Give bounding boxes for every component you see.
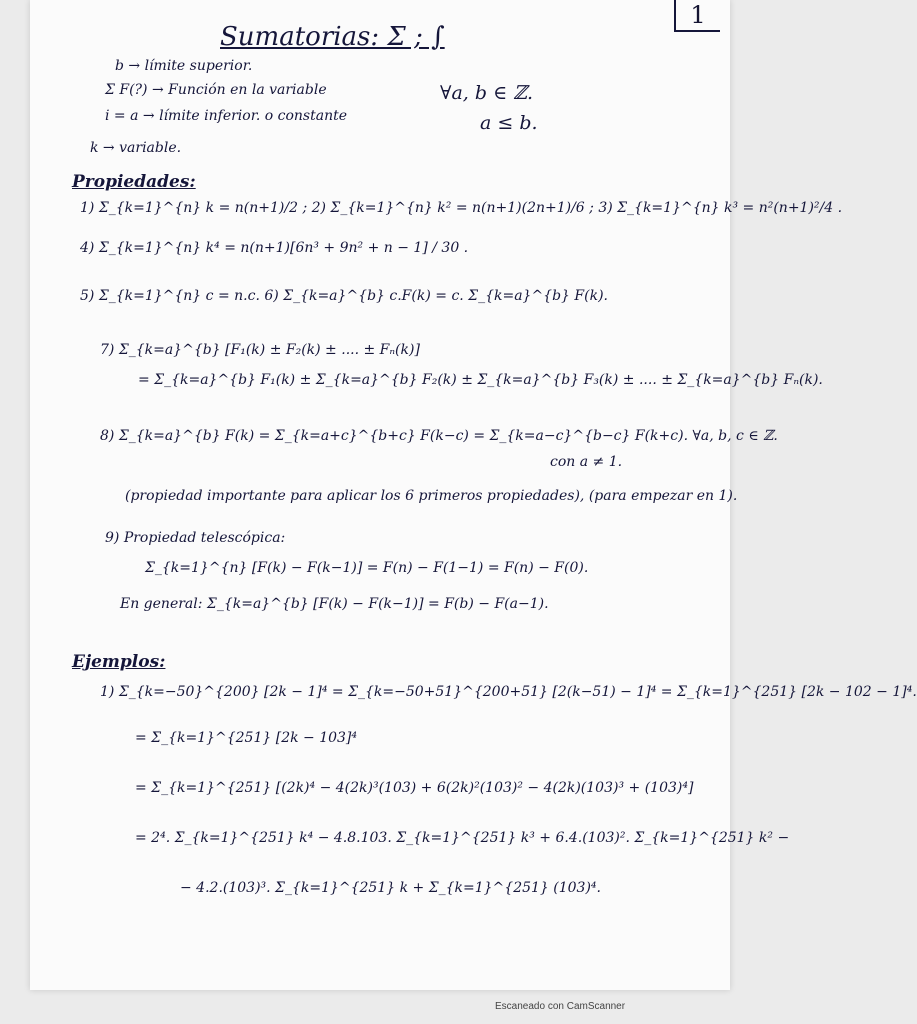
scanner-watermark: Escaneado con CamScanner bbox=[495, 1001, 626, 1012]
definition-sum: Σ F(?) → Función en la variable bbox=[105, 82, 327, 98]
property-note: (propiedad importante para aplicar los 6 primeros propiedades), (para empezar en 1). bbox=[125, 488, 738, 504]
property-7-expansion: = Σ_{k=a}^{b} F₁(k) ± Σ_{k=a}^{b} F₂(k) ± Σ_{k=a}^{b} F₃(k) ± .... ± Σ_{k=a}^{b} Fₙ(k). bbox=[138, 372, 823, 388]
property-7: 7) Σ_{k=a}^{b} [F₁(k) ± F₂(k) ± .... ± Fₙ(k)] bbox=[100, 342, 420, 358]
property-9-heading: 9) Propiedad telescópica: bbox=[105, 530, 286, 546]
page-title: Sumatorias: Σ ; ∫ bbox=[220, 22, 445, 52]
scanned-page bbox=[30, 0, 917, 990]
example-1-line-2: = Σ_{k=1}^{251} [2k − 103]⁴ bbox=[135, 730, 358, 746]
definition-quantifier: ∀a, b ∈ ℤ. bbox=[440, 82, 534, 104]
definition-lower-limit: i = a → límite inferior. o constante bbox=[105, 108, 348, 124]
definition-variable: k → variable. bbox=[90, 140, 182, 156]
page-number: 1 bbox=[674, 0, 720, 32]
definition-upper-limit: b → límite superior. bbox=[115, 58, 253, 74]
property-9-general: En general: Σ_{k=a}^{b} [F(k) − F(k−1)] = F(b) − F(a−1). bbox=[120, 596, 549, 612]
example-1-line-4: = 2⁴. Σ_{k=1}^{251} k⁴ − 4.8.103. Σ_{k=1}^{251} k³ + 6.4.(103)². Σ_{k=1}^{251} k² − bbox=[135, 830, 790, 846]
example-1-line-3: = Σ_{k=1}^{251} [(2k)⁴ − 4(2k)³(103) + 6(2k)²(103)² − 4(2k)(103)³ + (103)⁴] bbox=[135, 780, 694, 796]
example-1-line-1: 1) Σ_{k=−50}^{200} [2k − 1]⁴ = Σ_{k=−50+51}^{200+51} [2(k−51) − 1]⁴ = Σ_{k=1}^{251} [2k − 102 − 1]⁴. bbox=[100, 684, 917, 700]
property-5-6: 5) Σ_{k=1}^{n} c = n.c. 6) Σ_{k=a}^{b} c.F(k) = c. Σ_{k=a}^{b} F(k). bbox=[80, 288, 608, 304]
example-1-line-5: − 4.2.(103)³. Σ_{k=1}^{251} k + Σ_{k=1}^{251} (103)⁴. bbox=[180, 880, 601, 896]
property-4: 4) Σ_{k=1}^{n} k⁴ = n(n+1)[6n³ + 9n² + n − 1] / 30 . bbox=[80, 240, 469, 256]
properties-heading: Propiedades: bbox=[72, 172, 196, 192]
examples-heading: Ejemplos: bbox=[72, 652, 166, 672]
definition-order: a ≤ b. bbox=[480, 112, 538, 134]
property-8: 8) Σ_{k=a}^{b} F(k) = Σ_{k=a+c}^{b+c} F(k−c) = Σ_{k=a−c}^{b−c} F(k+c). ∀a, b, c ∈ ℤ. bbox=[100, 428, 778, 444]
property-9-formula: Σ_{k=1}^{n} [F(k) − F(k−1)] = F(n) − F(1−1) = F(n) − F(0). bbox=[145, 560, 589, 576]
property-8-condition: con a ≠ 1. bbox=[550, 454, 623, 470]
property-1-3: 1) Σ_{k=1}^{n} k = n(n+1)/2 ; 2) Σ_{k=1}^{n} k² = n(n+1)(2n+1)/6 ; 3) Σ_{k=1}^{n} k³ = n²(n+1)²/4 . bbox=[80, 200, 843, 216]
